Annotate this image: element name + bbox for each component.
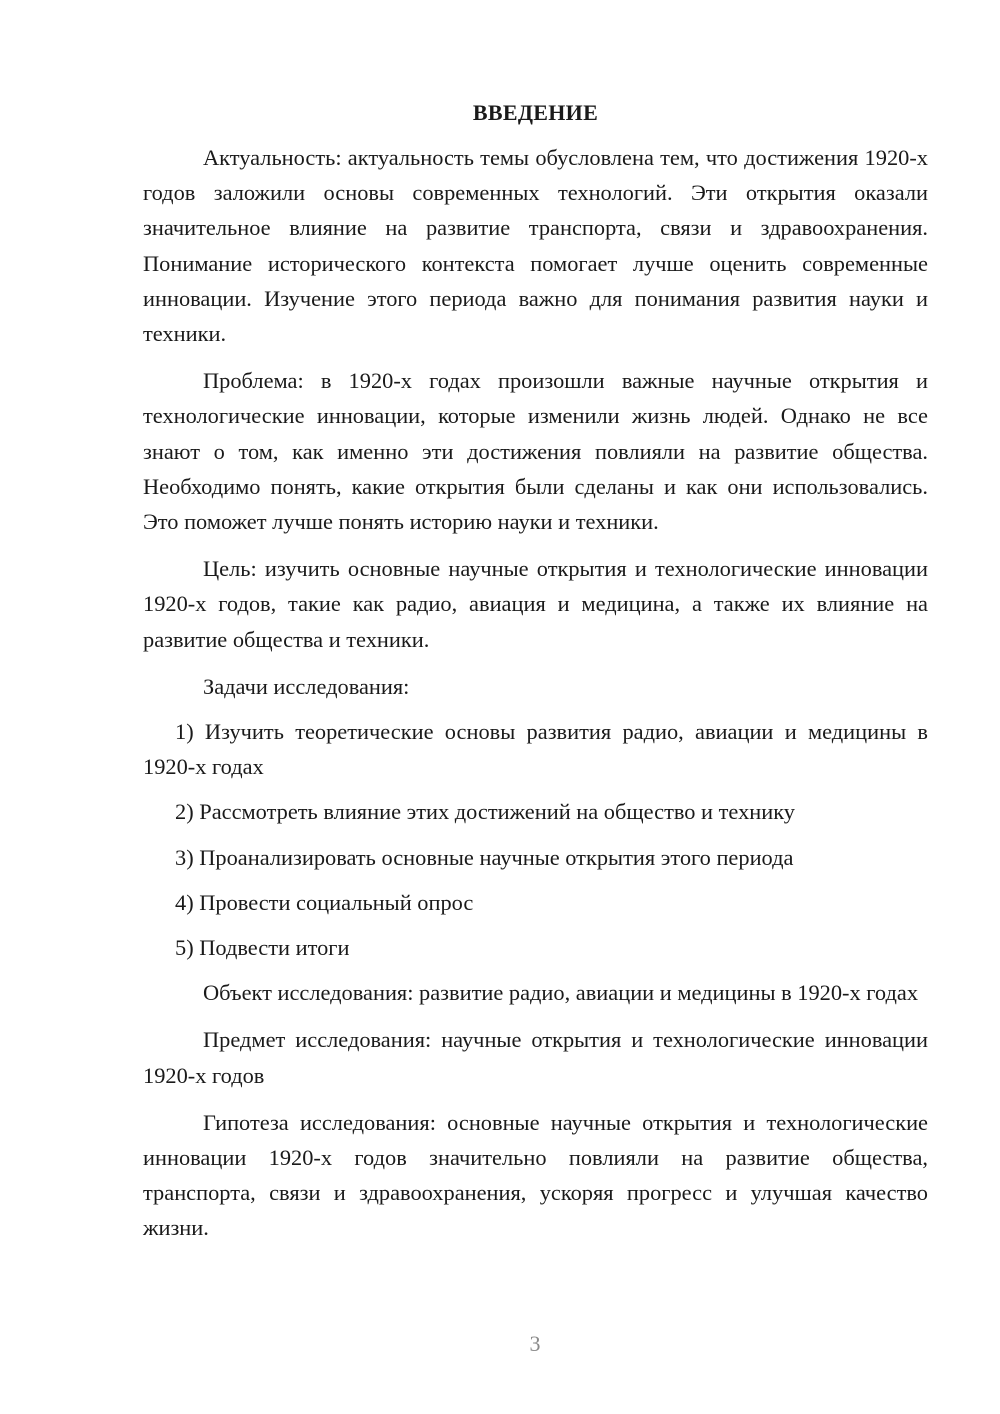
task-item: 1) Изучить теоретические основы развития радио, авиации и медицины в 1920-х годах — [143, 719, 928, 780]
relevance-paragraph: Актуальность: актуальность темы обусловлена тем, что достижения 1920-х годов заложили основы современных технологий. Эти открытия оказали значительное влияние на развитие транспорта, связи и здравоохранения. Понимание исторического контекста помогает лучше оценить современные инновации. Изучение этого периода важно для понимания развития науки и техники. — [143, 145, 928, 347]
task-item: 4) Провести социальный опрос — [175, 889, 474, 915]
hypothesis-paragraph: Гипотеза исследования: основные научные открытия и технологические инновации 1920-х годов значительно повлияли на развитие общества, транспорта, связи и здравоохранения, ускоряя прогресс и улучшая качество жизни. — [143, 1109, 928, 1241]
task-item: 2) Рассмотреть влияние этих достижений на общество и технику — [175, 799, 795, 825]
page-number: 3 — [529, 1331, 541, 1356]
document-page — [143, 95, 928, 1258]
tasks-list — [143, 714, 928, 965]
task-item: 3) Проанализировать основные научные открытия этого периода — [175, 844, 794, 870]
tasks-heading: Задачи исследования: — [203, 673, 410, 699]
problem-paragraph: Проблема: в 1920-х годах произошли важные научные открытия и технологические инновации, которые изменили жизнь людей. Однако не все знают о том, как именно эти достижения повлияли на развитие общества. Необходимо понять, какие открытия были сделаны и как они использовались. Это поможет лучше понять историю науки и техники. — [143, 368, 928, 535]
section-title: ВВЕДЕНИЕ — [472, 100, 599, 125]
subject-paragraph: Предмет исследования: научные открытия и технологические инновации 1920-х годов — [143, 1027, 928, 1088]
task-item: 5) Подвести итоги — [175, 935, 350, 961]
object-paragraph: Объект исследования: развитие радио, авиации и медицины в 1920-х годах — [203, 980, 919, 1006]
goal-paragraph: Цель: изучить основные научные открытия и технологические инновации 1920-х годов, такие как радио, авиация и медицина, а также их влияние на развитие общества и техники. — [143, 556, 928, 652]
